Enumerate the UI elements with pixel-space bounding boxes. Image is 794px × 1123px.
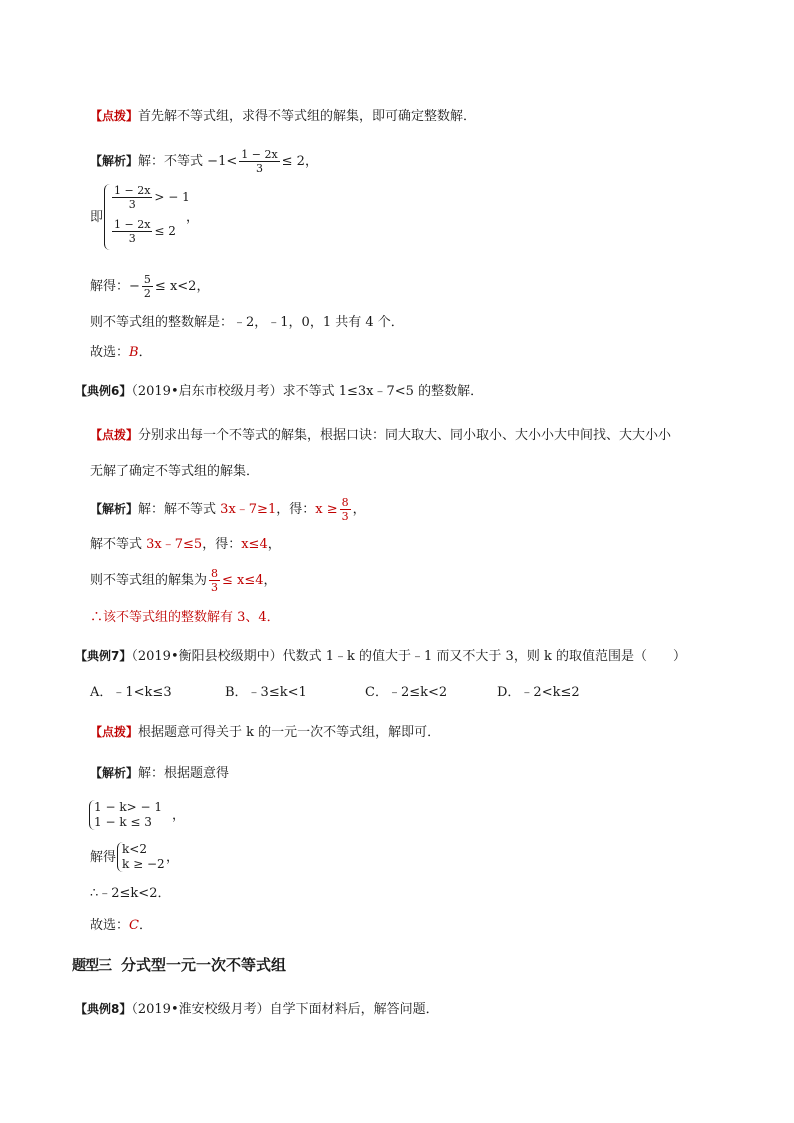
ex6-a2-expr: 3x﹣7≤5 (146, 537, 203, 552)
ex6-hint-text-1: 分别求出每一个不等式的解集，根据口诀：同大取大、同小取小、大小小大中间找、大大小小 (138, 428, 672, 443)
ex7-solve-prefix: 解得 (90, 850, 117, 865)
fraction-numerator: 8 (211, 567, 219, 580)
fraction-numerator: 8 (341, 496, 349, 509)
analysis-prefix: 解：不等式 (138, 154, 204, 169)
fraction-denominator: 2 (143, 287, 151, 300)
ex6-a2-mid: ，得： (202, 537, 242, 552)
section-title: 分式型一元一次不等式组 (121, 956, 287, 974)
ex7-system-1-comma: ， (172, 808, 186, 823)
choose-end: ． (138, 345, 152, 360)
ex6-analysis-3 (90, 566, 277, 596)
analysis-line-1 (90, 146, 318, 177)
example-6-title (75, 381, 483, 402)
choose-answer: C (129, 918, 139, 933)
solve-line (90, 272, 209, 302)
analysis-tag: 【解析】 (90, 154, 139, 168)
example-7-source: （2019•衡阳县校级期中）代数式 1﹣k 的值大于﹣1 而又不大于 3，则 k 的取值范围是（ ） (131, 649, 686, 664)
option-c[interactable]: C．﹣2≤k<2 (365, 685, 448, 700)
fraction-denominator: 3 (128, 232, 136, 245)
choose-prefix: 故选： (90, 918, 130, 933)
ex6-a3-end: ， (263, 573, 277, 588)
example-6-tag: 【典例6】 (75, 384, 132, 398)
ex7-hint-text: 根据题意可得关于 k 的一元一次不等式组，解即可． (138, 725, 441, 740)
ex6-a1-mid: ，得： (276, 502, 316, 517)
ex6-hint-line-2: 无解了确定不等式组的解集． (90, 464, 260, 479)
fraction-denominator: 3 (128, 198, 136, 211)
ex6-analysis-1 (90, 494, 366, 525)
ex7-analysis-text: 解：根据题意得 (138, 766, 230, 781)
system-row-1 (110, 184, 190, 211)
fraction-numerator: 1 − 2x (114, 218, 151, 231)
ex6-analysis-2 (90, 535, 281, 555)
ex6-a1-res: x ≥ (315, 502, 338, 517)
choose-answer: B (129, 345, 139, 360)
fraction-denominator: 3 (341, 510, 349, 523)
ex6-a2-res: x≤4 (241, 537, 268, 552)
ex7-system-2-row-1: k<2 (122, 842, 147, 856)
fraction (142, 273, 153, 300)
fraction (239, 148, 279, 175)
section-heading (72, 955, 286, 976)
ex6-conclusion: ∴该不等式组的整数解有 3、4． (90, 610, 280, 625)
example-7-title (75, 646, 686, 667)
system-row-1-tail: > − 1 (154, 190, 190, 204)
hint-tag: 【点拨】 (90, 109, 139, 123)
system-row-2-tail: ≤ 2 (154, 224, 176, 238)
option-b[interactable]: B．﹣3≤k<1 (225, 685, 307, 700)
hint-text: 首先解不等式组，求得不等式组的解集，即可确定整数解． (138, 109, 477, 124)
fraction (340, 496, 351, 523)
ex7-choose-line (90, 916, 152, 936)
fraction-numerator: 5 (143, 273, 151, 286)
fraction (112, 184, 152, 211)
hint-tag: 【点拨】 (90, 725, 139, 739)
ex6-hint-line-1 (90, 425, 671, 446)
system-comma: ， (186, 210, 200, 225)
analysis-tag: 【解析】 (90, 502, 139, 516)
solve-prefix: 解得： (90, 279, 130, 294)
fraction-numerator: 1 − 2x (114, 184, 151, 197)
hint-tag: 【点拨】 (90, 428, 139, 442)
ex6-a2-end: ， (267, 537, 281, 552)
ex6-a1-prefix: 解：解不等式 (138, 502, 217, 517)
fraction-denominator: 3 (255, 162, 263, 175)
ex7-hint (90, 722, 440, 743)
example-6-source: （2019•启东市校级月考）求不等式 1≤3x﹣7<5 的整数解． (131, 384, 484, 399)
solve-tail: ≤ x<2， (154, 279, 210, 294)
fraction (112, 218, 152, 245)
integer-solutions: 则不等式组的整数解是：﹣2，﹣1，0，1 共有 4 个． (90, 315, 404, 330)
choose-line (90, 343, 152, 363)
ex7-system-2-row-2: k ≥ −2 (122, 857, 165, 871)
option-d[interactable]: D．﹣2<k≤2 (497, 685, 580, 700)
system-ji-label: 即 (90, 210, 104, 225)
ex7-system-2-comma: ， (166, 850, 180, 865)
fraction-numerator: 1 − 2x (241, 148, 278, 161)
choose-end: ． (138, 918, 152, 933)
ex6-a1-end: ， (352, 502, 366, 517)
fraction (209, 567, 220, 594)
ineq-left: −1< (207, 154, 238, 169)
option-a[interactable]: A．﹣1<k≤3 (90, 685, 172, 700)
choose-prefix: 故选： (90, 345, 130, 360)
ineq-right: ≤ 2， (281, 154, 318, 169)
section-badge: 题型三 (72, 958, 111, 974)
ex7-system-1-row-1: 1 − k> − 1 (94, 800, 162, 814)
hint-line-1 (90, 106, 476, 127)
analysis-tag: 【解析】 (90, 766, 139, 780)
ex7-therefore: ∴﹣2≤k<2． (90, 886, 171, 901)
system-row-2 (110, 218, 176, 245)
fraction-denominator: 3 (211, 581, 219, 594)
example-8-title (75, 999, 439, 1020)
ex6-a3-tail: ≤ x≤4 (222, 573, 264, 588)
ex7-analysis (90, 763, 229, 784)
neg-sign: − (129, 279, 140, 294)
example-8-tag: 【典例8】 (75, 1002, 132, 1016)
example-8-source: （2019•淮安校级月考）自学下面材料后，解答问题． (131, 1002, 439, 1017)
ex6-a2-prefix: 解不等式 (90, 537, 143, 552)
ex6-a1-expr: 3x﹣7≥1 (220, 502, 277, 517)
ex7-system-1-row-2: 1 − k ≤ 3 (94, 815, 152, 829)
ex6-a3-prefix: 则不等式组的解集为 (90, 573, 208, 588)
example-7-tag: 【典例7】 (75, 649, 132, 663)
